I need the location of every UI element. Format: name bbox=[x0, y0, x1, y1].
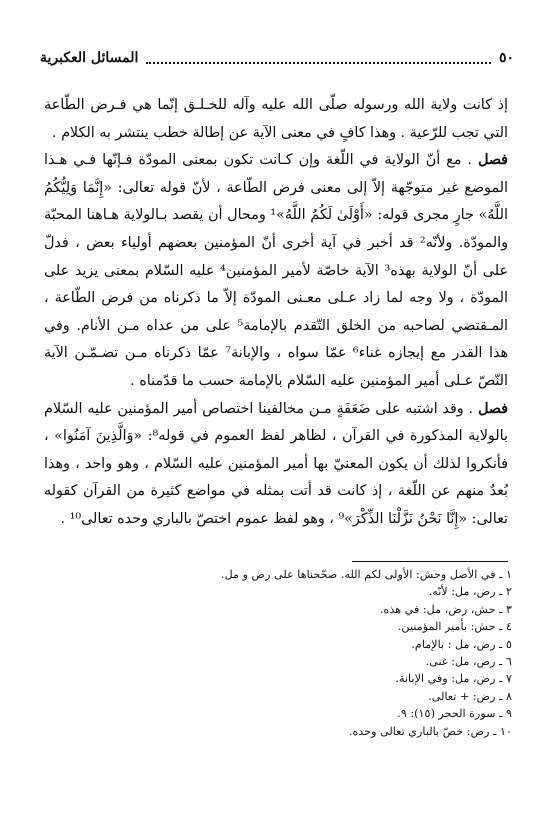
paragraph-2-text: . مع أنّ الولاية في اللّغة وإن كـانت تكون بمعنى المودّة فـإنّها فـي هـذا الموضع غير متوجّهة إلاّ إلى معنى فرض الطّاعة ، لأنّ قوله تعالى: «إِنَّمَا وَلِيُّكُمُ اللَّهُ» جارٍ مجرى قوله: «أَوْلَىٰ لَكُمُ اللَّهُ»¹ ومحال أن يقصد بـالولاية هـاهنا المحبّة والمودّة. ولأنّه² قد أخبر في آية أخرى أنّ المؤمنين بعضهم أولياء بعض ، فدلّ على أنّ الولاية بهذه³ الآية خاصّة لأمير المؤمنين⁴ عليه السّلام بمعنى يزيد على المودّة ، ولا وجه لما زاد عـلى معـنى المودّة إلاّ ما ذكرناه من فرض الطّاعة ، المـقتضي لصاحبه من الخلق التّقدم بالإمامة⁵ على من عداه مـن الأنام. وفي هذا القدر مع إيجازه غناء⁶ عمّا سواه ، والإبانة⁷ عمّا ذكرناه مـن تضـمّـن الآية النّصّ عـلى أمير المؤمنين عليه السّلام بالإمامة حسب ما قدّمناه . bbox=[44, 152, 509, 389]
footnote: ٨ ـ رض: + تعالى. bbox=[428, 689, 512, 703]
footnote: ٧ ـ رض، مل: وفي الإبانة. bbox=[395, 672, 512, 686]
header-dotted-leader bbox=[146, 52, 491, 64]
footnotes bbox=[60, 566, 512, 740]
footnote: ٢ ـ رض، مل: لأنّه. bbox=[428, 585, 512, 599]
running-title: المسائل العكبرية bbox=[40, 50, 139, 66]
footnote: ١٠ ـ رض: خصّ بالباري تعالى وحده. bbox=[348, 724, 512, 738]
footnote: ٣ ـ حش، رض، مل: في هذه. bbox=[379, 602, 512, 616]
page-number: ٥٠ bbox=[498, 50, 514, 66]
paragraph-2 bbox=[44, 147, 508, 395]
paragraph-1: إذ كانت ولاية الله ورسوله صلّى الله عليه وآله للخـلـق إنّما هي فـرض الطّاعة التي تجب للرّعية . وهذا كافٍ في معنى الآية عن إطالة خطب ينتشر به الكلام . bbox=[44, 97, 508, 141]
footnote: ٦ ـ رض، مل: غنى. bbox=[425, 655, 512, 669]
main-text bbox=[44, 92, 508, 534]
footnote: ٤ ـ حش: بأمير المؤمنين. bbox=[397, 620, 512, 634]
footnote-separator bbox=[352, 561, 508, 562]
footnote: ٩ ـ سورة الحجر (١٥): ٩. bbox=[397, 707, 512, 721]
page-header bbox=[40, 46, 514, 70]
paragraph-3 bbox=[44, 396, 508, 534]
section-keyword: فصل bbox=[477, 400, 508, 417]
paragraph-3-text: . وقد اشتبه على ضَعَفَةٍ مـن مخالفينا اختصاص أمير المؤمنين عليه السّلام بالولاية المذكورة في القرآن ، لظاهر لفظ العموم في قوله⁸: «وَالَّذِينَ آمَنُوا» ، فأنكروا لذلك أن يكون المعنيّ بها أمير المؤمنين عليه السّلام ، وهو واحد ، وهذا بُعدٌ منهم عن اللّغة ، إذ كانت قد أتت بمثله في مواضع كثيرة من القرآن كقوله تعالى: «إِنَّا نَحْنُ نَزَّلْنَا الذِّكْرَ»⁹ ، وهو لفظ عموم اختصّ بالباري وحده تعالى¹⁰ . bbox=[44, 400, 508, 527]
footnote: ١ ـ في الأصل وحش: الأولى لكم الله. صحّحناها على رض و مل. bbox=[221, 568, 512, 581]
section-keyword: فصل bbox=[477, 152, 508, 169]
footnote: ٥ ـ رض، مل : بالإمام. bbox=[411, 637, 512, 651]
